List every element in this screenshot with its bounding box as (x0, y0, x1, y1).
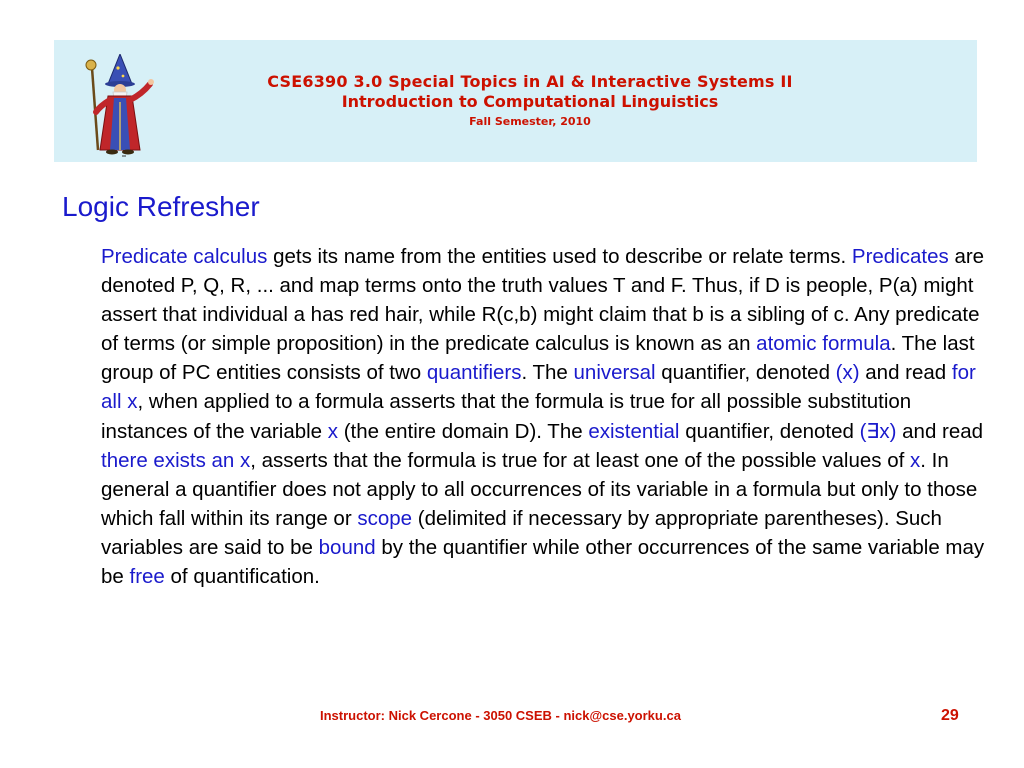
body-paragraph (101, 242, 991, 591)
term-highlight: (∃x) (859, 419, 897, 443)
term-highlight: for all x (101, 361, 976, 414)
term-highlight: Predicate calculus (101, 245, 268, 268)
body-text-span: , when applied to a formula asserts that the formula is true for all possible substitution instances of the variable (101, 390, 912, 443)
slide-heading: Logic Refresher (62, 191, 260, 222)
body-text-span: quantifier, denoted (679, 419, 860, 443)
course-title: CSE6390 3.0 Special Topics in AI & Interactive Systems II (267, 72, 793, 91)
body-text-span: gets its name from the entities used to describe or relate terms. (267, 245, 852, 268)
body-text-span: . The last group of PC entities consists of two (101, 332, 975, 385)
body-text-span: and read (859, 361, 952, 385)
course-subtitle: Introduction to Computational Linguistics (341, 92, 719, 111)
course-semester: Fall Semester, 2010 (469, 115, 591, 128)
body-text-span: are denoted P, Q, R, ... and map terms onto the truth values T and F. Thus, if D is people, P(a) might assert that individual a has red hair, while R(c,b) might claim that b is a sibling of c. Any predicate of terms (or simple proposition) in the predicate calculus is known as an (101, 245, 985, 356)
term-highlight: (x) (835, 361, 860, 385)
term-highlight: bound (318, 535, 376, 559)
body-text-span: , asserts that the formula is true for at least one of the possible values of (250, 448, 911, 472)
term-highlight: free (129, 565, 165, 589)
term-highlight: scope (357, 506, 413, 530)
body-text-span: (delimited if necessary by appropriate parentheses). Such variables are said to be (101, 506, 942, 559)
term-highlight: quantifiers (426, 361, 522, 385)
term-highlight: Predicates (851, 245, 949, 268)
body-text-span: . The (521, 361, 574, 385)
wizard-icon (78, 54, 158, 158)
footer-instructor: Instructor: Nick Cercone - 3050 CSEB - nick@cse.yorku.ca (320, 708, 681, 723)
term-highlight: x (910, 448, 921, 472)
term-highlight: atomic formula (756, 332, 891, 356)
body-text-span: and read (896, 419, 984, 443)
term-highlight: x (327, 419, 339, 443)
term-highlight: universal (573, 361, 656, 385)
term-highlight: there exists an x (101, 448, 251, 472)
body-text-span: quantifier, denoted (655, 361, 836, 385)
page-number: 29 (941, 707, 959, 724)
term-highlight: existential (588, 419, 680, 443)
body-text-span: of quantification. (164, 565, 320, 589)
body-text-span: (the entire domain D). The (338, 419, 589, 443)
body-text-span: by the quantifier while other occurrences of the same variable may be (101, 535, 985, 589)
banner-text (170, 72, 890, 130)
body-text-span: . In general a quantifier does not apply to all occurrences of its variable in a formula but only to those which fall within its range or (101, 448, 978, 530)
